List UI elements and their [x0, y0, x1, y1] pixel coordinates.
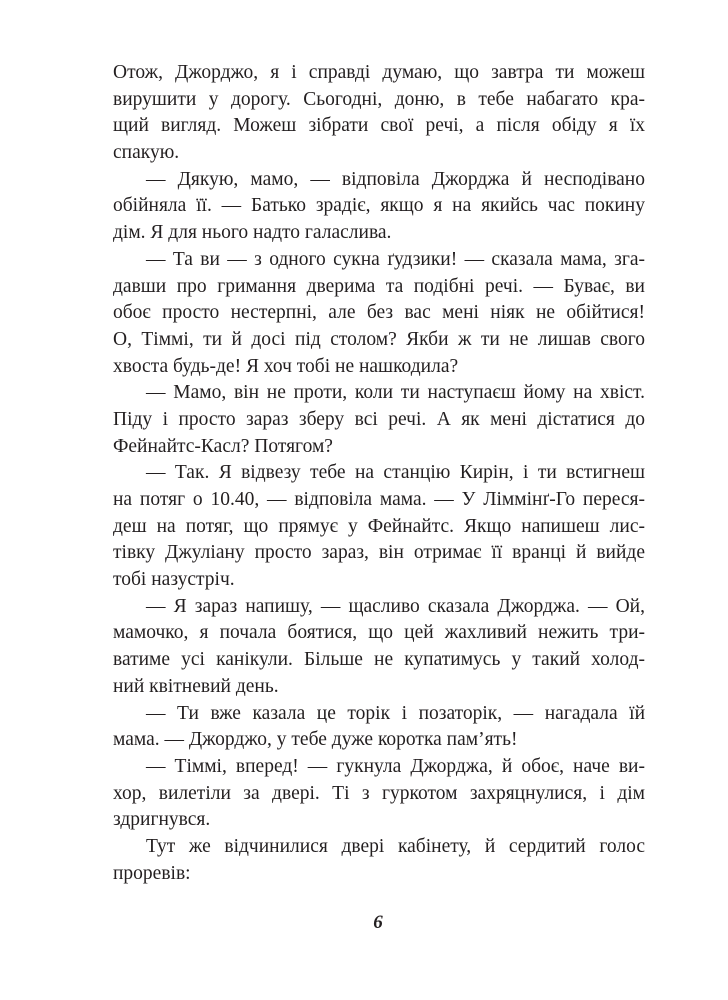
text-line: вирушити у дорогу. Сьогодні, доню, в тебе набагато кра- — [113, 88, 645, 110]
text-line: — Я зараз напишу, — щасливо сказала Джорджа. — Ой, — [146, 595, 645, 617]
text-line: тобі назустріч. — [113, 569, 235, 591]
text-line: обоє просто нестерпні, але без вас мені ніяк не обійтися! — [113, 302, 645, 324]
text-line: — Мамо, він не проти, коли ти наступаєш йому на хвіст. — [146, 382, 645, 404]
text-line: хор, вилетіли за двері. Ті з гуркотом захряцнулися, і дім — [113, 782, 645, 804]
text-line: здригнувся. — [113, 809, 211, 831]
paragraph — [113, 247, 645, 380]
text-line: деш на потяг, що прямує у Фейнайтс. Якщо напишеш лис- — [113, 515, 645, 537]
text-line: обійняла її. — Батько зрадіє, якщо я на якийсь час покину — [113, 195, 645, 217]
text-line: О, Тіммі, ти й досі під столом? Якби ж ти не лишав свого — [113, 328, 645, 350]
text-line: — Ти вже казала це торік і позаторік, — нагадала їй — [146, 702, 645, 724]
text-line: ватиме усі канікули. Більше не купатимусь у такий холод- — [113, 649, 645, 671]
text-line: мама. — Джорджо, у тебе дуже коротка пам’ять! — [113, 729, 518, 751]
text-line: тівку Джуліану просто зараз, він отримає її вранці й вийде — [113, 542, 645, 564]
text-line: щий вигляд. Можеш зібрати свої речі, а після обіду я їх — [113, 115, 645, 137]
text-line: Піду і просто зараз зберу всі речі. А як мені дістатися до — [113, 408, 645, 430]
text-line: — Так. Я відвезу тебе на станцію Кирін, і ти встигнеш — [146, 462, 645, 484]
paragraph — [113, 380, 645, 460]
paragraph — [113, 834, 645, 887]
text-line: ний квітневий день. — [113, 675, 279, 697]
text-line: дім. Я для нього надто галаслива. — [113, 222, 392, 244]
text-line: на потяг о 10.40, — відповіла мама. — У Ліммінґ-Го переся- — [113, 489, 645, 510]
text-line: давши про гримання дверима та подібні речі. — Буває, ви — [113, 275, 645, 297]
text-line: Фейнайтс-Касл? Потягом? — [113, 435, 333, 457]
paragraph — [113, 460, 645, 593]
paragraph — [113, 60, 645, 167]
text-line: — Та ви — з одного сукна ґудзики! — сказала мама, зга- — [146, 248, 645, 270]
text-line: проревів: — [113, 862, 191, 884]
text-line: — Дякую, мамо, — відповіла Джорджа й несподівано — [146, 168, 645, 190]
text-line: спакую. — [113, 142, 180, 164]
page-body — [113, 60, 645, 887]
paragraph — [113, 594, 645, 701]
text-line: мамочко, я почала боятися, що цей жахливий нежить три- — [113, 622, 645, 644]
text-line: — Тіммі, вперед! — гукнула Джорджа, й обоє, наче ви- — [146, 755, 645, 777]
paragraph — [113, 754, 645, 834]
paragraph — [113, 167, 645, 247]
text-line: хвоста будь-де! Я хоч тобі не нашкодила? — [113, 355, 459, 377]
text-line: Тут же відчинилися двері кабінету, й сердитий голос — [146, 835, 645, 857]
paragraph — [113, 701, 645, 754]
page-number: 6 — [373, 912, 383, 933]
text-line: Отож, Джорджо, я і справді думаю, що завтра ти можеш — [113, 62, 645, 83]
